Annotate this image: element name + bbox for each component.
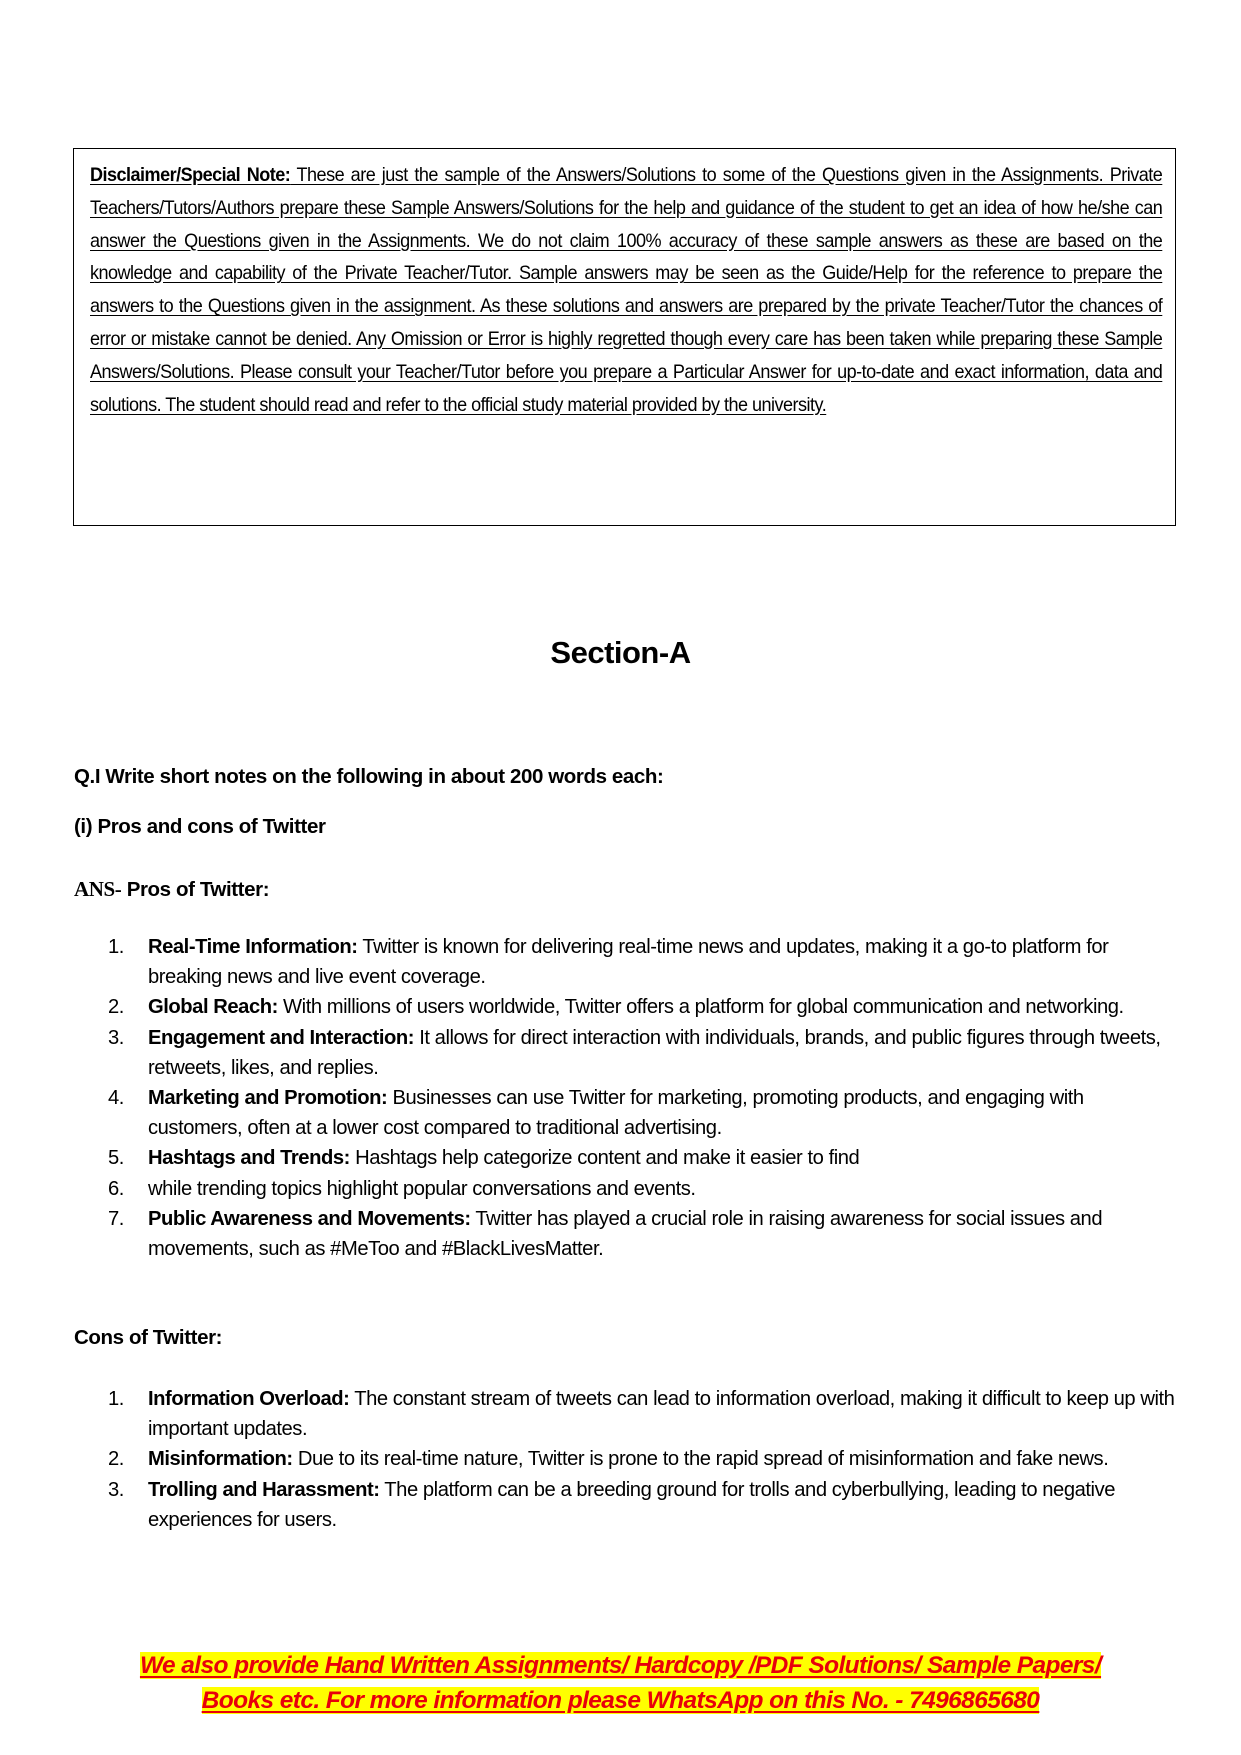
item-title: Hashtags and Trends: (148, 1147, 350, 1170)
disclaimer-label: Disclaimer/Special Note: (90, 164, 291, 186)
list-item (108, 1143, 1178, 1173)
item-title: Global Reach: (148, 996, 278, 1019)
list-item (108, 1083, 1178, 1143)
question-heading: Q.I Write short notes on the following in about 200 words each: (74, 765, 664, 788)
item-number: 6. (108, 1177, 124, 1200)
item-text: Hashtags help categorize content and make it easier to find (349, 1147, 860, 1170)
item-title: Misinformation: (148, 1448, 293, 1471)
item-text: It allows for direct interaction with individuals, brands, and public figures through tweets, retweets, likes, and replies. (148, 1026, 1161, 1079)
promo-line-2: Books etc. For more information please WhatsApp on this No. - 7496865680 (201, 1687, 1040, 1714)
list-item (108, 932, 1178, 992)
item-title: Public Awareness and Movements: (148, 1207, 471, 1230)
item-title: Real-Time Information: (148, 936, 358, 958)
item-text: while trending topics highlight popular conversations and events. (148, 1177, 696, 1200)
item-number: 3. (108, 1026, 124, 1049)
answer-heading (74, 877, 269, 902)
disclaimer-body: These are just the sample of the Answers/Solutions to some of the Questions given in the Assignments. Private Teachers/Tutors/Authors prepare these Sample Answers/Solutions for the help and guidance of the student to get an idea of how he/she can answer the Questions given in the Assignments. We do not claim 100% accuracy of these sample answers as these are based on the knowledge and capability of the Private Teacher/Tutor. Sample answers may be seen as the Guide/Help for the reference to prepare the answers to the Questions given in the assignment. As these solutions and answers are prepared by the private Teacher/Tutor the chances of error or mistake cannot be denied. Any Omission or Error is highly regretted though every care has been taken while preparing these Sample Answers/Solutions. Please consult your Teacher/Tutor before you prepare a Particular Answer for up-to-date and exact information, data and solutions. The student should read and refer to the official study material provided by the university. (90, 164, 1163, 416)
list-item (108, 1023, 1178, 1083)
item-text: The constant stream of tweets can lead to information overload, making it difficult to keep up with important updates. (148, 1388, 1175, 1441)
cons-title: Cons of Twitter: (74, 1326, 223, 1349)
item-text: With millions of users worldwide, Twitter offers a platform for global communication and networking. (277, 996, 1124, 1019)
answer-prefix: ANS- (74, 877, 122, 901)
item-number: 7. (108, 1207, 124, 1230)
item-number: 1. (108, 1388, 124, 1410)
list-item (108, 1174, 1178, 1204)
promo-line-1: We also provide Hand Written Assignments/ Hardcopy /PDF Solutions/ Sample Papers/ (139, 1652, 1102, 1679)
pros-list (108, 932, 1178, 1264)
item-number: 2. (108, 1448, 124, 1471)
item-number: 2. (108, 996, 124, 1019)
sub-question-heading: (i) Pros and cons of Twitter (74, 815, 326, 838)
item-number: 5. (108, 1147, 124, 1170)
cons-list (108, 1384, 1178, 1535)
pros-title: Pros of Twitter: (121, 878, 270, 901)
item-number: 1. (108, 936, 124, 958)
section-title: Section-A (550, 635, 691, 670)
list-item (108, 1384, 1178, 1444)
item-text: Businesses can use Twitter for marketing, promoting products, and engaging with customers, often at a lower cost compared to traditional advertising. (148, 1087, 1084, 1140)
item-text: Twitter is known for delivering real-time news and updates, making it a go-to platform for breaking news and live event coverage. (148, 936, 1109, 989)
item-number: 4. (108, 1087, 124, 1110)
item-title: Information Overload: (148, 1388, 350, 1410)
disclaimer-text (90, 159, 1162, 421)
list-item (108, 1444, 1178, 1474)
list-item (108, 992, 1178, 1022)
list-item (108, 1475, 1178, 1535)
list-item (108, 1204, 1178, 1264)
item-text: Twitter has played a crucial role in raising awareness for social issues and movements, such as #MeToo and #BlackLivesMatter. (148, 1207, 1103, 1261)
disclaimer-box (73, 148, 1176, 526)
promo-banner (0, 1648, 1241, 1718)
item-text: The platform can be a breeding ground for trolls and cyberbullying, leading to negative experiences for users. (148, 1478, 1115, 1531)
item-title: Trolling and Harassment: (148, 1478, 380, 1501)
item-number: 3. (108, 1478, 124, 1501)
item-text: Due to its real-time nature, Twitter is prone to the rapid spread of misinformation and fake news. (292, 1448, 1109, 1471)
item-title: Engagement and Interaction: (148, 1026, 415, 1049)
item-title: Marketing and Promotion: (148, 1087, 388, 1110)
